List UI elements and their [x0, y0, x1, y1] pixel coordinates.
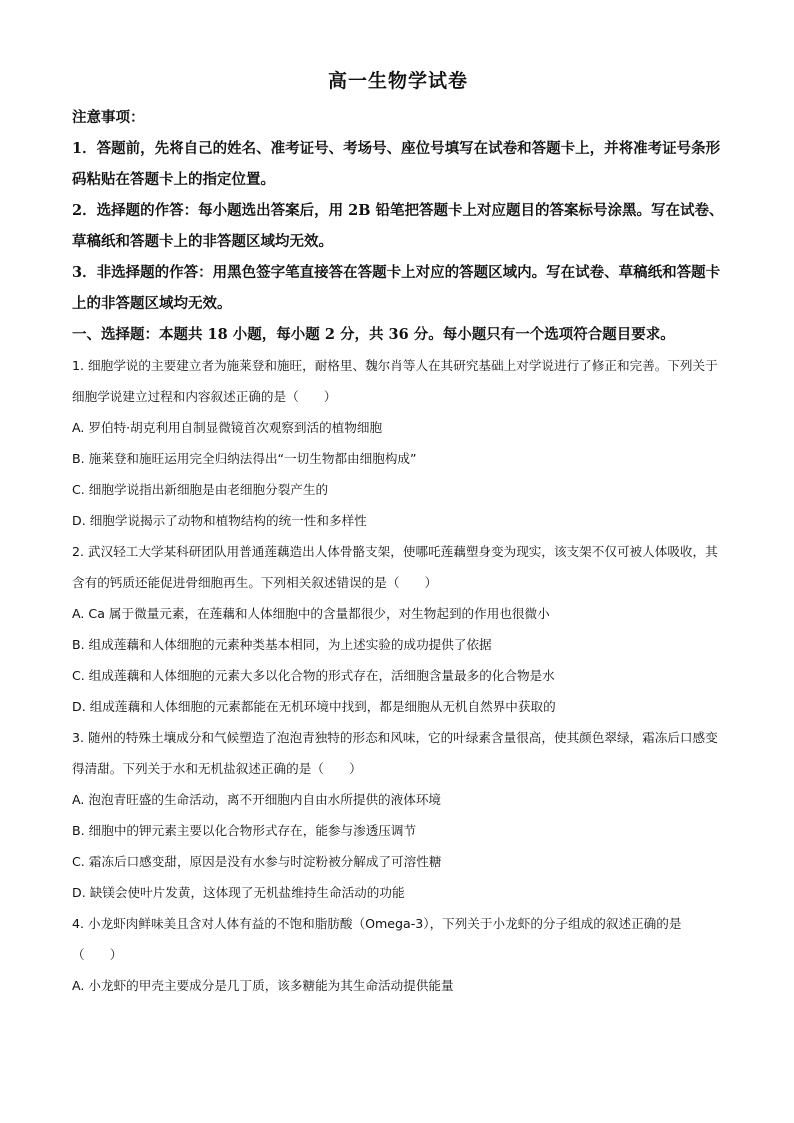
page-title: 高一生物学试卷 [327, 70, 468, 92]
section-heading-choice: 一、选择题：本题共 18 小题，每小题 2 分，共 36 分。每小题只有一个选项符合题目要求。 [72, 326, 675, 343]
question-stem: 3. 随州的特殊土壤成分和气候塑造了泡泡青独特的形态和风味，它的叶绿素含量很高，使其颜色翠绿，霜冻后口感变得清甜。下列关于水和无机盐叙述正确的是（ ） [72, 730, 718, 776]
notice-section [72, 102, 724, 319]
option-b: B. 施莱登和施旺运用完全归纳法得出“一切生物都由细胞构成” [72, 451, 417, 466]
question-1 [72, 350, 724, 536]
notice-item-1: 1．答题前，先将自己的姓名、准考证号、考场号、座位号填写在试卷和答题卡上，并将准考证号条形码粘贴在答题卡上的指定位置。 [72, 140, 721, 188]
option-d: D. 缺镁会使叶片发黄，这体现了无机盐维持生命活动的功能 [72, 885, 405, 900]
question-2 [72, 536, 724, 722]
option-a: A. 泡泡青旺盛的生命活动，离不开细胞内自由水所提供的液体环境 [72, 792, 442, 807]
question-3 [72, 722, 724, 908]
question-stem: 4. 小龙虾肉鲜味美且含对人体有益的不饱和脂肪酸（Omega-3），下列关于小龙虾的分子组成的叙述正确的是（ ） [72, 916, 682, 962]
option-b: B. 细胞中的钾元素主要以化合物形式存在，能参与渗透压调节 [72, 823, 417, 838]
question-4 [72, 908, 724, 1001]
option-d: D. 细胞学说揭示了动物和植物结构的统一性和多样性 [72, 513, 367, 528]
option-d: D. 组成莲藕和人体细胞的元素都能在无机环境中找到，都是细胞从无机自然界中获取的 [72, 699, 556, 714]
option-c: C. 霜冻后口感变甜，原因是没有水参与时淀粉被分解成了可溶性糖 [72, 854, 442, 869]
option-a: A. Ca 属于微量元素，在莲藕和人体细胞中的含量都很少，对生物起到的作用也很微小 [72, 606, 550, 621]
question-stem: 1. 细胞学说的主要建立者为施莱登和施旺，耐格里、魏尔肖等人在其研究基础上对学说进行了修正和完善。下列关于细胞学说建立过程和内容叙述正确的是（ ） [72, 358, 718, 404]
option-c: C. 组成莲藕和人体细胞的元素大多以化合物的形式存在，活细胞含量最多的化合物是水 [72, 668, 555, 683]
option-b: B. 组成莲藕和人体细胞的元素种类基本相同，为上述实验的成功提供了依据 [72, 637, 492, 652]
notice-item-3: 3．非选择题的作答：用黑色签字笔直接答在答题卡上对应的答题区域内。写在试卷、草稿纸和答题卡上的非答题区域均无效。 [72, 264, 721, 312]
notice-item-2: 2．选择题的作答：每小题选出答案后，用 2B 铅笔把答题卡上对应题目的答案标号涂黑。写在试卷、草稿纸和答题卡上的非答题区域均无效。 [72, 202, 724, 250]
exam-page [72, 66, 724, 1001]
question-stem: 2. 武汉轻工大学某科研团队用普通莲藕造出人体骨骼支架，使哪吒莲藕塑身变为现实，该支架不仅可被人体吸收，其含有的钙质还能促进骨细胞再生。下列相关叙述错误的是（ ） [72, 544, 718, 590]
option-a: A. 小龙虾的甲壳主要成分是几丁质，该多糖能为其生命活动提供能量 [72, 978, 454, 993]
notice-heading: 注意事项： [72, 109, 145, 126]
option-a: A. 罗伯特·胡克利用自制显微镜首次观察到活的植物细胞 [72, 420, 383, 435]
option-c: C. 细胞学说指出新细胞是由老细胞分裂产生的 [72, 482, 329, 497]
